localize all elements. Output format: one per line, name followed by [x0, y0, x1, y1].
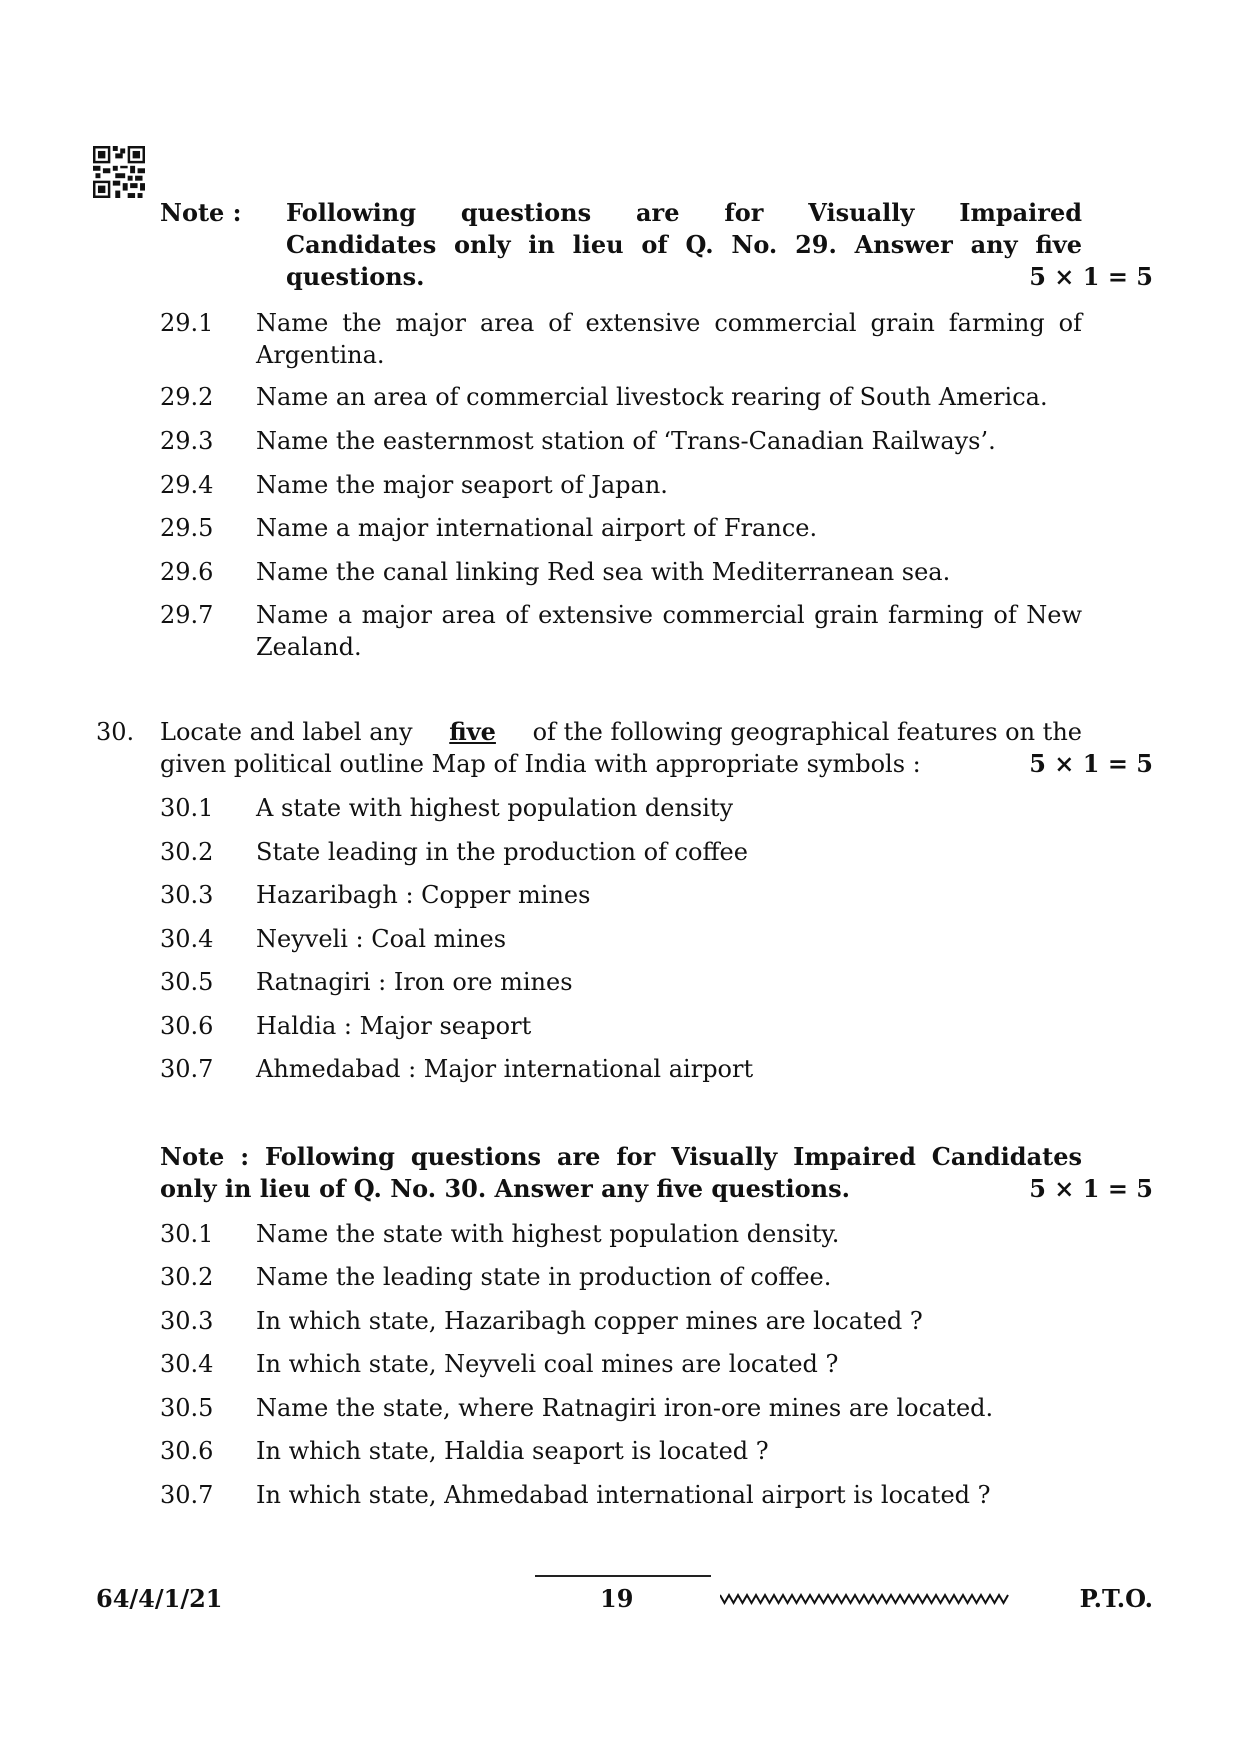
question-number: 30.6 [160, 1437, 214, 1465]
marks-label: 5 × 1 = 5 [1029, 262, 1153, 291]
question-number: 30.3 [160, 881, 214, 909]
qr-code [93, 146, 145, 198]
question-number: 29.5 [160, 514, 214, 542]
question-text: A state with highest population density [256, 794, 734, 822]
question-text: In which state, Ahmedabad international airport is located ? [256, 1481, 991, 1509]
question-number: 30.1 [160, 1220, 214, 1248]
question-number: 30.2 [160, 838, 214, 866]
note-text-line: only in lieu of Q. No. 30. Answer any five questions. [160, 1174, 850, 1203]
question-text-line [160, 716, 1082, 748]
question-number: 29.7 [160, 601, 214, 629]
question-text: Name the major area of extensive commercial grain farming of [256, 309, 1082, 337]
marks-label: 5 × 1 = 5 [1029, 1174, 1153, 1203]
question-number: 30.3 [160, 1307, 214, 1335]
question-text: Name a major area of extensive commercial grain farming of New [256, 601, 1082, 629]
question-number: 30.6 [160, 1012, 214, 1040]
question-number: 29.2 [160, 383, 214, 411]
emphasis-word: five [449, 717, 496, 746]
question-number: 30.4 [160, 1350, 214, 1378]
question-text: Ahmedabad : Major international airport [256, 1055, 754, 1083]
question-number: 30.5 [160, 968, 214, 996]
question-text: Argentina. [256, 341, 385, 369]
question-number: 30.4 [160, 925, 214, 953]
pto-label: P.T.O. [1079, 1584, 1153, 1613]
question-number: 30.2 [160, 1263, 214, 1291]
note-label: Note : [160, 198, 242, 227]
note-text-line: Note : Following questions are for Visually Impaired Candidates [160, 1142, 1082, 1171]
page-number: 19 [600, 1584, 634, 1613]
question-text-part: Locate and label any [160, 718, 413, 746]
question-text: Name the major seaport of Japan. [256, 471, 668, 499]
question-text: Name a major international airport of France. [256, 514, 818, 542]
question-text: Ratnagiri : Iron ore mines [256, 968, 573, 996]
question-number: 29.1 [160, 309, 214, 337]
question-text: In which state, Neyveli coal mines are located ? [256, 1350, 839, 1378]
note-text-line: questions. [286, 262, 425, 291]
question-number: 30.1 [160, 794, 214, 822]
question-text: Name the easternmost station of ‘Trans-Canadian Railways’. [256, 427, 996, 455]
wavy-line-icon [720, 1589, 1010, 1609]
question-text: State leading in the production of coffee [256, 838, 748, 866]
question-number: 29.4 [160, 471, 214, 499]
question-text: In which state, Haldia seaport is located ? [256, 1437, 769, 1465]
question-text-part: of the following geographical features on the [532, 718, 1082, 746]
question-text: Neyveli : Coal mines [256, 925, 507, 953]
question-number: 30.7 [160, 1481, 214, 1509]
question-number: 30. [96, 718, 135, 746]
question-text: Name the state, where Ratnagiri iron-ore mines are located. [256, 1394, 994, 1422]
question-text-line: given political outline Map of India with appropriate symbols : [160, 750, 921, 778]
question-number: 30.5 [160, 1394, 214, 1422]
question-number: 30.7 [160, 1055, 214, 1083]
footer-divider [535, 1575, 711, 1577]
paper-code: 64/4/1/21 [96, 1584, 223, 1613]
question-text: Zealand. [256, 633, 362, 661]
question-text: Name the state with highest population density. [256, 1220, 840, 1248]
question-number: 29.3 [160, 427, 214, 455]
question-text: Hazaribagh : Copper mines [256, 881, 591, 909]
question-text: In which state, Hazaribagh copper mines are located ? [256, 1307, 923, 1335]
question-number: 29.6 [160, 558, 214, 586]
marks-label: 5 × 1 = 5 [1029, 749, 1153, 778]
question-text: Name the leading state in production of coffee. [256, 1263, 832, 1291]
note-text-line: Candidates only in lieu of Q. No. 29. Answer any five [286, 230, 1082, 259]
question-text: Name the canal linking Red sea with Mediterranean sea. [256, 558, 951, 586]
question-text: Name an area of commercial livestock rearing of South America. [256, 383, 1048, 411]
note-text-line: Following questions are for Visually Impaired [286, 198, 1082, 227]
question-text: Haldia : Major seaport [256, 1012, 532, 1040]
